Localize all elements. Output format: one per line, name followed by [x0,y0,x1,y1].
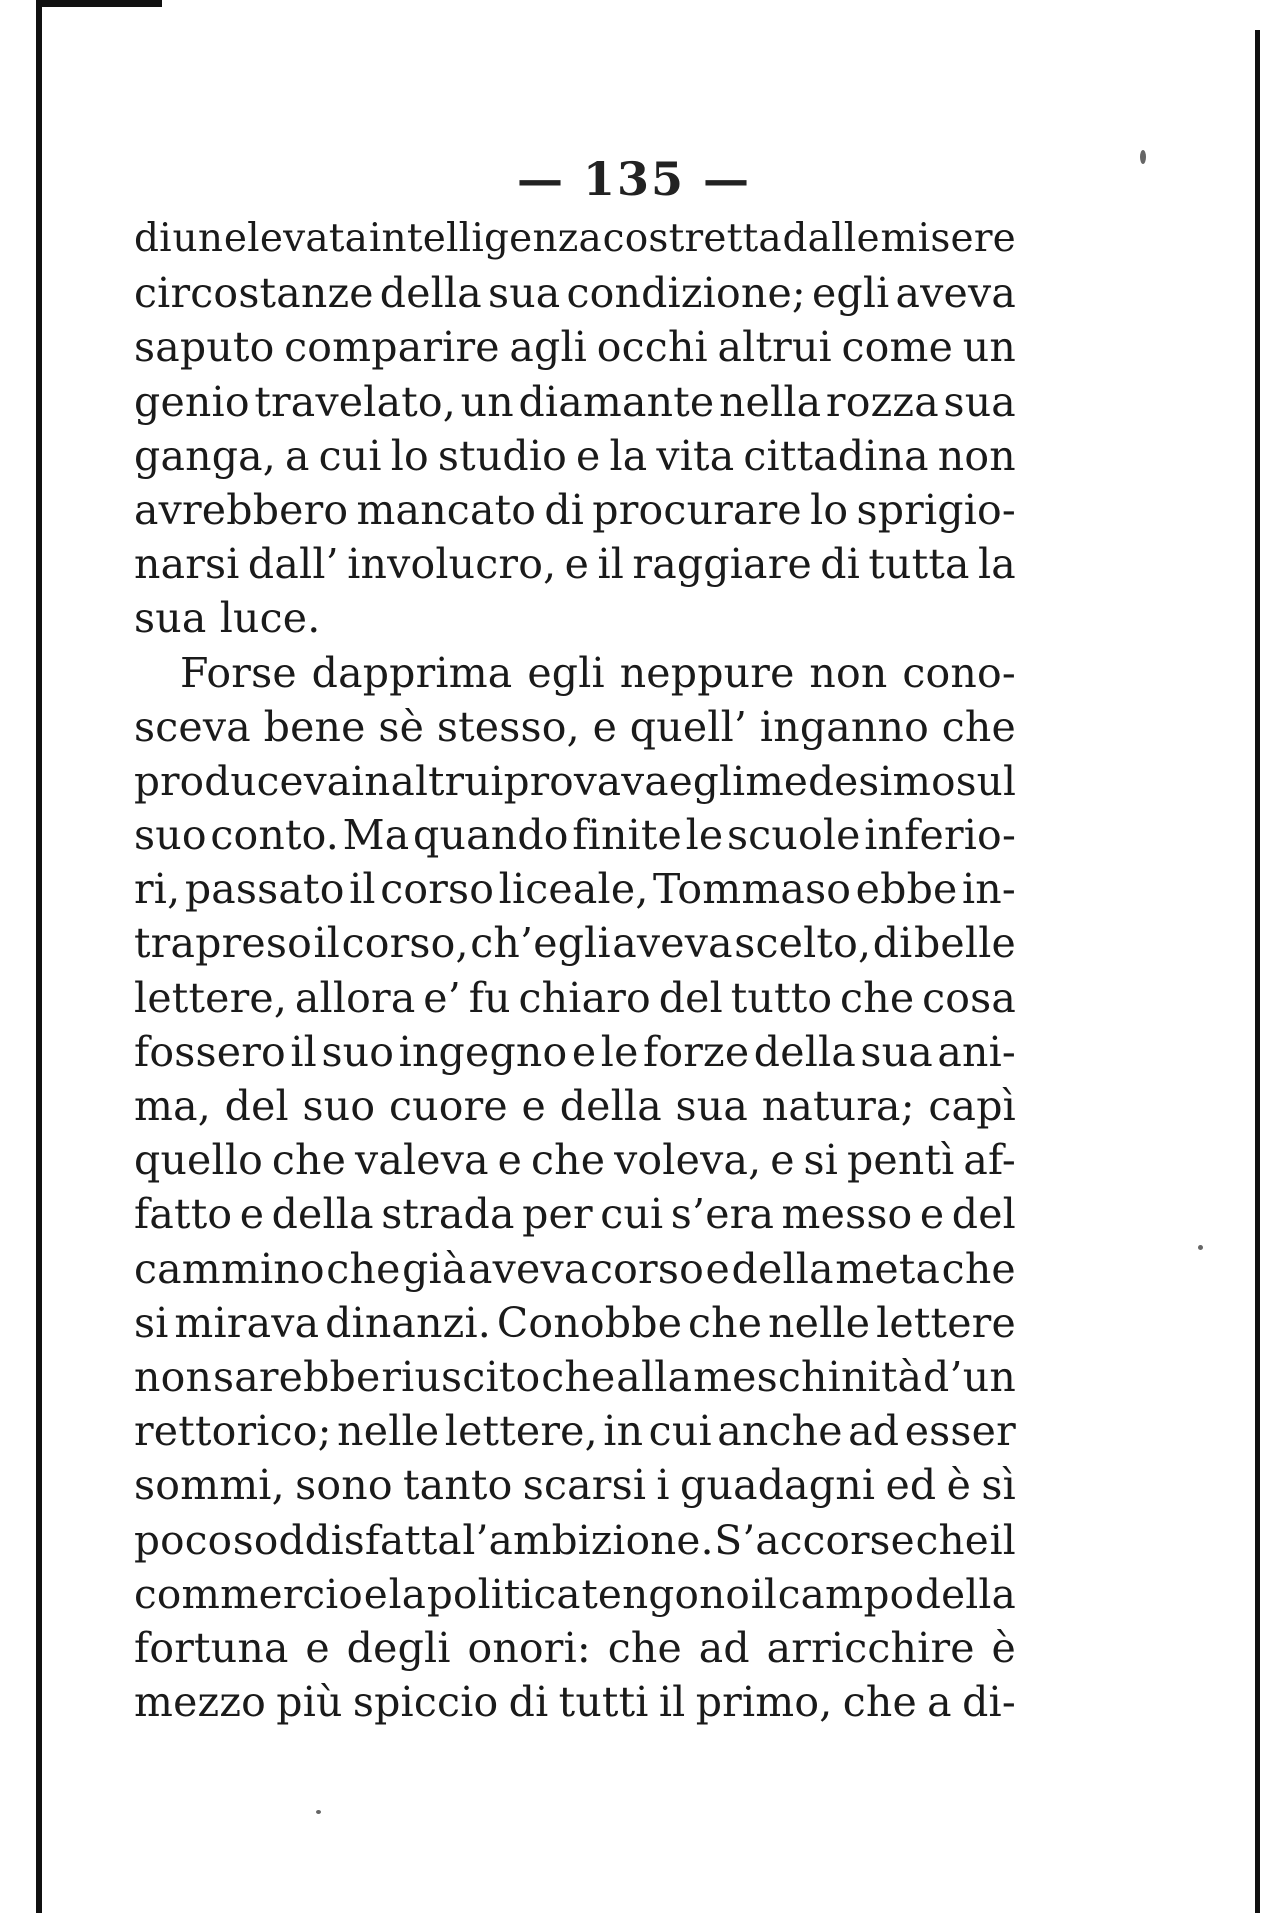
text-line: lettere, allora e’ fu chiaro del tutto che cosa [134,973,1016,1022]
text-line: fossero il suo ingegno e le forze della sua ani- [134,1027,1016,1076]
text-line: trapreso il corso, ch’egli aveva scelto, di belle [134,919,1016,968]
text-line: mezzo più spiccio di tutti il primo, che a di- [134,1678,1016,1727]
text-line: Forse dapprima egli neppure non cono- [180,648,1016,697]
text-line: ganga, a cui lo studio e la vita cittadina non [134,431,1016,480]
text-line: fatto e della strada per cui s’era messo e del [134,1190,1016,1239]
text-line: sceva bene sè stesso, e quell’ inganno che [134,702,1016,751]
text-line: di un elevata intelligenza costretta dalle misere [134,216,1016,261]
text-line: suo conto. Ma quando finite le scuole inferio- [134,811,1016,860]
text-line: si mirava dinanzi. Conobbe che nelle lettere [134,1298,1016,1347]
text-line: quello che valeva e che voleva, e si pentì af- [134,1136,1016,1185]
text-line: non sarebbe riuscito che alla meschinità d’un [134,1352,1016,1401]
text-line: sommi, sono tanto scarsi i guadagni ed è sì [134,1461,1016,1510]
text-line: commercio e la politica tengono il campo della [134,1569,1016,1618]
page-border-top [36,0,162,7]
page-border-left [36,0,42,1913]
scan-speck [1198,1245,1203,1250]
text-line: rettorico; nelle lettere, in cui anche ad esser [134,1407,1016,1456]
text-line: cammino che già aveva corso e della meta che [134,1244,1016,1293]
text-line: ma, del suo cuore e della sua natura; capì [134,1082,1016,1130]
text-line: saputo comparire agli occhi altrui come un [134,323,1016,372]
text-line: poco soddisfatta l’ambizione. S’accorse che il [134,1515,1016,1564]
page-border-right [1255,30,1260,1913]
text-line: genio travelato, un diamante nella rozza sua [134,377,1016,426]
scan-speck [316,1810,321,1814]
page-number: — 135 — [516,152,752,206]
text-line: circostanze della sua condizione; egli aveva [134,269,1016,318]
text-line: produceva in altrui provava egli medesimo sul [134,756,1017,805]
text-line: narsi dall’ involucro, e il raggiare di tutta la [134,540,1016,589]
text-line: fortuna e degli onori: che ad arricchire è [134,1623,1016,1672]
text-line: avrebbero mancato di procurare lo sprigio- [134,485,1016,534]
text-line: ri, passato il corso liceale, Tommaso ebbe in- [134,865,1016,914]
text-line: sua luce. [134,594,321,643]
body-text [134,212,1016,1729]
